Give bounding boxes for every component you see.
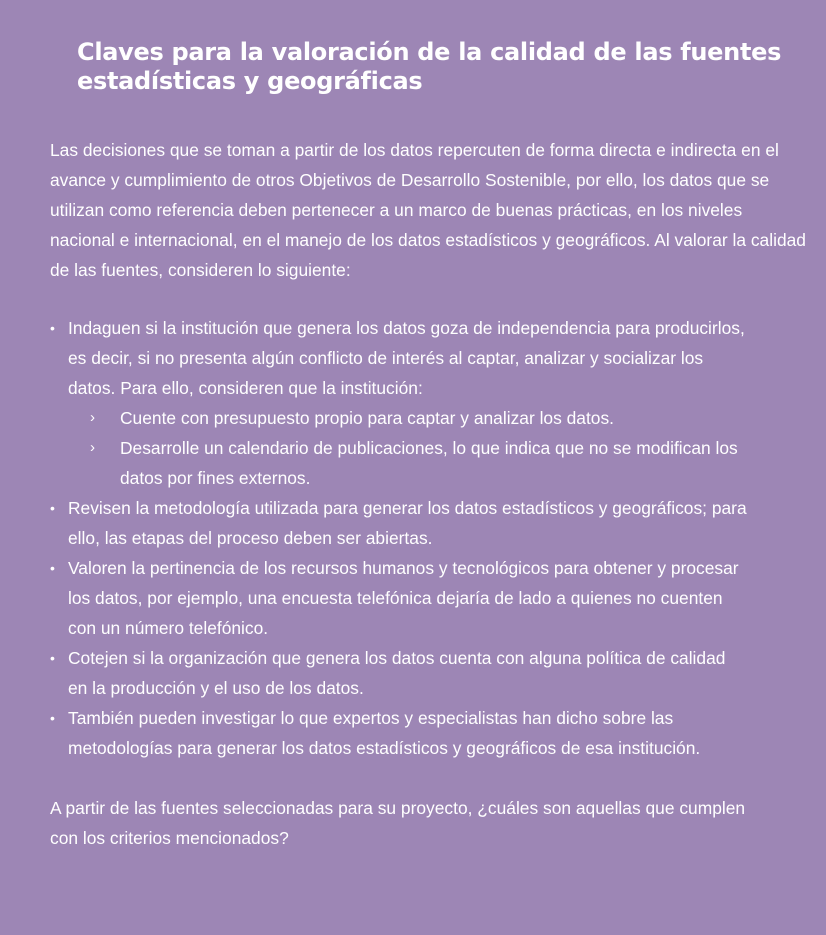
list-item: [50, 493, 748, 553]
bullet-icon: •: [50, 320, 55, 336]
content-body: [50, 135, 820, 853]
chevron-right-icon: ›: [90, 409, 95, 426]
criteria-list: [50, 313, 820, 763]
list-item: [50, 313, 748, 493]
bullet-icon: •: [50, 560, 55, 576]
list-item-text: Revisen la metodología utilizada para generar los datos estadísticos y geográficos; para ello, las etapas del proceso deben ser abiertas.: [68, 498, 747, 548]
chevron-right-icon: ›: [90, 439, 95, 456]
list-item: [50, 553, 748, 643]
list-item: [50, 643, 748, 703]
sub-list-item-text: Cuente con presupuesto propio para captar y analizar los datos.: [120, 408, 615, 428]
list-item-text: Valoren la pertinencia de los recursos humanos y tecnológicos para obtener y procesar los datos, por ejemplo, una encuesta telefónica dejaría de lado a quienes no cuenten con un número telefónico.: [68, 558, 739, 638]
bullet-icon: •: [50, 710, 55, 726]
sub-list-item-text: Desarrolle un calendario de publicaciones, lo que indica que no se modifican los datos por fines externos.: [120, 438, 738, 488]
sub-list-item: [68, 433, 740, 493]
page-title: Claves para la valoración de la calidad de las fuentes estadísticas y geográficas: [77, 38, 782, 95]
intro-paragraph: Las decisiones que se toman a partir de los datos repercuten de forma directa e indirecta en el avance y cumplimiento de otros Objetivos de Desarrollo Sostenible, por ello, los datos que se utilizan como referencia deben pertenecer a un marco de buenas prácticas, en los niveles nacional e internacional, en el manejo de los datos estadísticos y geográficos. Al valorar la calidad de las fuentes, consideren lo siguiente:: [50, 140, 806, 280]
list-item-text: Indaguen si la institución que genera los datos goza de independencia para producirlos, es decir, si no presenta algún conflicto de interés al captar, analizar y socializar los datos. Para ello, consideren que la institución:: [68, 318, 745, 398]
bullet-icon: •: [50, 650, 55, 666]
bullet-icon: •: [50, 500, 55, 516]
list-item-text: También pueden investigar lo que expertos y especialistas han dicho sobre las metodologías para generar los datos estadísticos y geográficos de esa institución.: [68, 708, 701, 758]
list-item-text: Cotejen si la organización que genera los datos cuenta con alguna política de calidad en la producción y el uso de los datos.: [68, 648, 726, 698]
sub-list: [68, 403, 748, 493]
closing-question: A partir de las fuentes seleccionadas para su proyecto, ¿cuáles son aquellas que cumplen con los criterios mencionados?: [50, 798, 746, 848]
list-item: [50, 703, 748, 763]
sub-list-item: [68, 403, 740, 433]
